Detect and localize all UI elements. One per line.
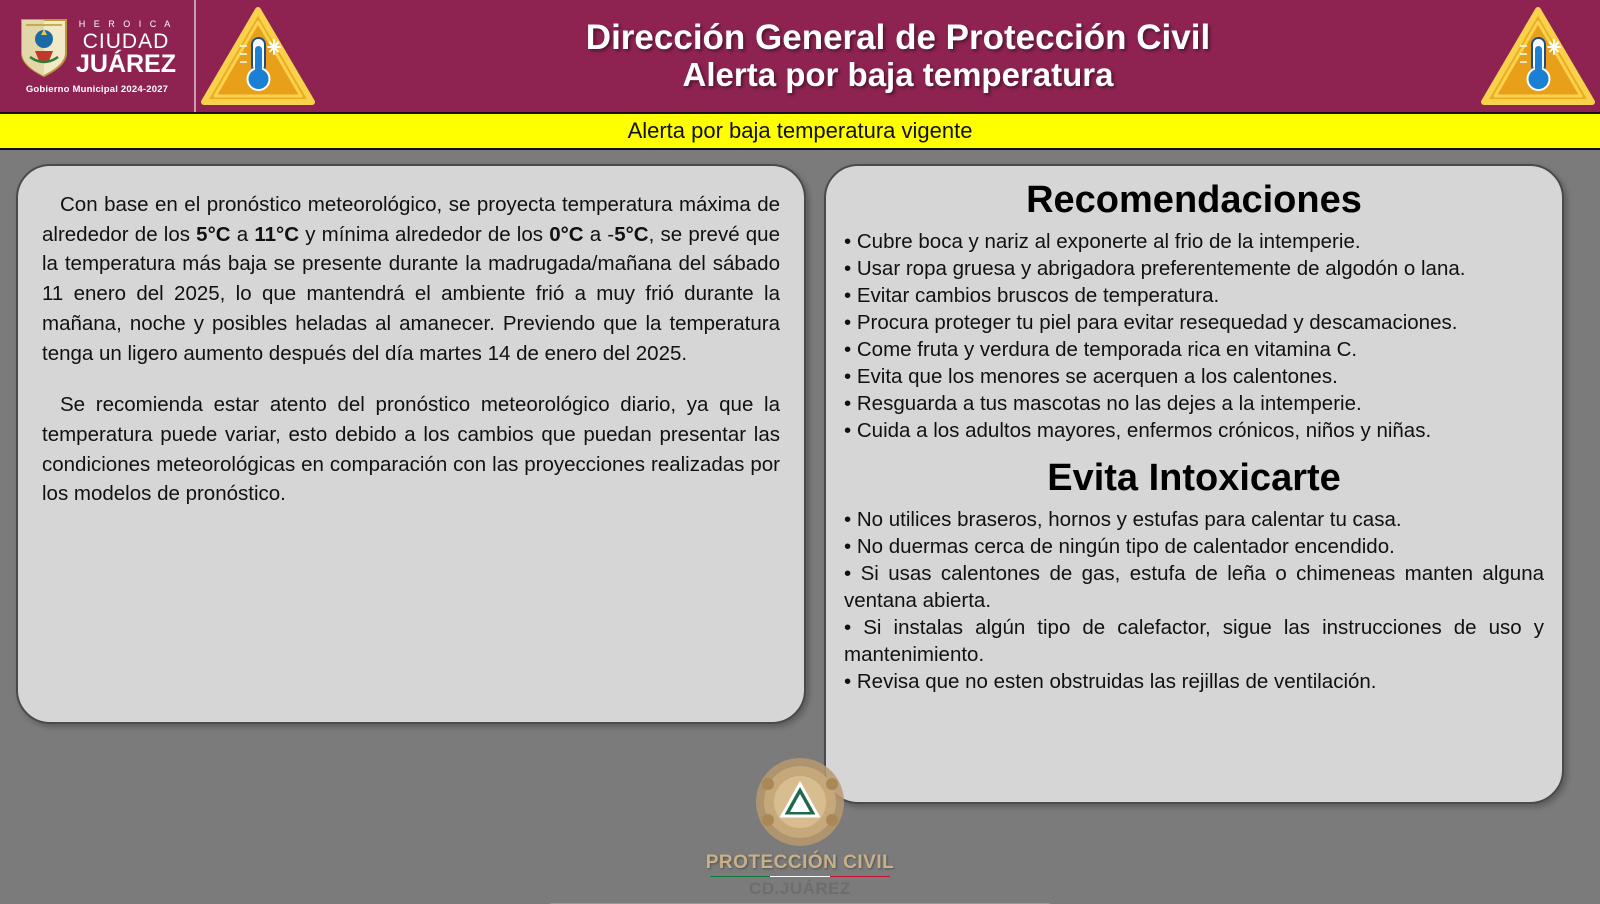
forecast-paragraph-2: Se recomienda estar atento del pronóstico meteorológico diario, ya que la temperatura puede variar, esto debido a los cambios que puedan presentar las condiciones meteorológicas en comparación con las proyecciones realizadas por los modelos de pronóstico. (42, 393, 780, 506)
list-item: • Come fruta y verdura de temporada rica en vitamina C. (844, 336, 1544, 363)
page-header (0, 0, 1600, 112)
city-logo-text (76, 20, 176, 77)
seal-label: PROTECCIÓN CIVIL (705, 852, 895, 873)
forecast-text-d: a - (583, 222, 615, 246)
forecast-paragraph-1 (42, 190, 780, 368)
logo-gobierno-text: Gobierno Municipal 2024-2027 (25, 84, 169, 95)
temp-min-low: 5°C (614, 222, 649, 246)
intoxication-list (844, 506, 1544, 695)
list-item: • Revisa que no esten obstruidas las rejillas de ventilación. (844, 668, 1544, 695)
list-item: • No utilices braseros, hornos y estufas para calentar tu casa. (844, 506, 1544, 533)
list-item: • Evita que los menores se acerquen a los calentones. (844, 363, 1544, 390)
list-item: • Resguarda a tus mascotas no las dejes a la intemperie. (844, 390, 1544, 417)
cold-thermometer-warning-icon-right (1476, 4, 1600, 108)
list-item: • Si usas calentones de gas, estufa de leña o chimeneas manten alguna ventana abierta. (844, 560, 1544, 614)
alert-banner-text: Alerta por baja temperatura vigente (627, 118, 973, 143)
recommendations-panel (824, 164, 1564, 804)
list-item: • No duermas cerca de ningún tipo de calentador encendido. (844, 533, 1544, 560)
logo-heroica-text: H E R O I C A (78, 18, 174, 29)
intoxication-title: Evita Intoxicarte (1047, 457, 1341, 500)
logo-juarez-text: JUÁREZ (75, 49, 176, 78)
temp-max-high: 11°C (254, 222, 300, 246)
page-title-line1: Dirección General de Protección Civil (585, 17, 1211, 57)
recommendations-title: Recomendaciones (1026, 179, 1362, 221)
temp-min-high: 0°C (549, 222, 584, 246)
content-area (0, 150, 1600, 900)
list-item: • Procura proteger tu piel para evitar resequedad y descamaciones. (844, 309, 1544, 336)
seal-sublabel: CD.JUÁREZ (749, 878, 851, 898)
forecast-text-e: , se prevé que la temperatura más baja se presente durante la madrugada/mañana del sábado 11 enero del 2025, lo que mantendrá el ambiente frió a muy frió durante la mañana, noche y posibles heladas al amanecer. Previendo que la temperatura tenga un ligero aumento después del día martes 14 de enero del 2025. (42, 222, 780, 365)
list-item: • Cuida a los adultos mayores, enfermos crónicos, niños y niñas. (844, 417, 1544, 444)
coat-of-arms-icon (18, 17, 70, 79)
list-item: • Evitar cambios bruscos de temperatura. (844, 282, 1544, 309)
page-title-line2: Alerta por baja temperatura (682, 56, 1114, 94)
forecast-text-c: y mínima alrededor de los (299, 222, 550, 246)
recommendations-list (844, 228, 1544, 444)
list-item: • Si instalas algún tipo de calefactor, sigue las instrucciones de uso y mantenimiento. (844, 614, 1544, 668)
forecast-text-b: a (230, 222, 255, 246)
city-logo-inner (18, 17, 176, 79)
page-title (320, 18, 1476, 94)
temp-max-low: 5°C (196, 222, 231, 246)
logo-ciudad-text: CIUDAD (82, 29, 170, 53)
city-logo (0, 0, 196, 112)
forecast-text-a: Con base en el pronóstico meteorológico, se proyecta temperatura máxima de alrededor de los (42, 193, 780, 246)
list-item: • Usar ropa gruesa y abrigadora preferentemente de algodón o lana. (844, 255, 1544, 282)
forecast-panel (16, 164, 806, 724)
cold-thermometer-warning-icon-left (196, 4, 320, 108)
list-item: • Cubre boca y nariz al exponerte al frio de la intemperie. (844, 228, 1544, 255)
alert-banner (0, 112, 1600, 150)
